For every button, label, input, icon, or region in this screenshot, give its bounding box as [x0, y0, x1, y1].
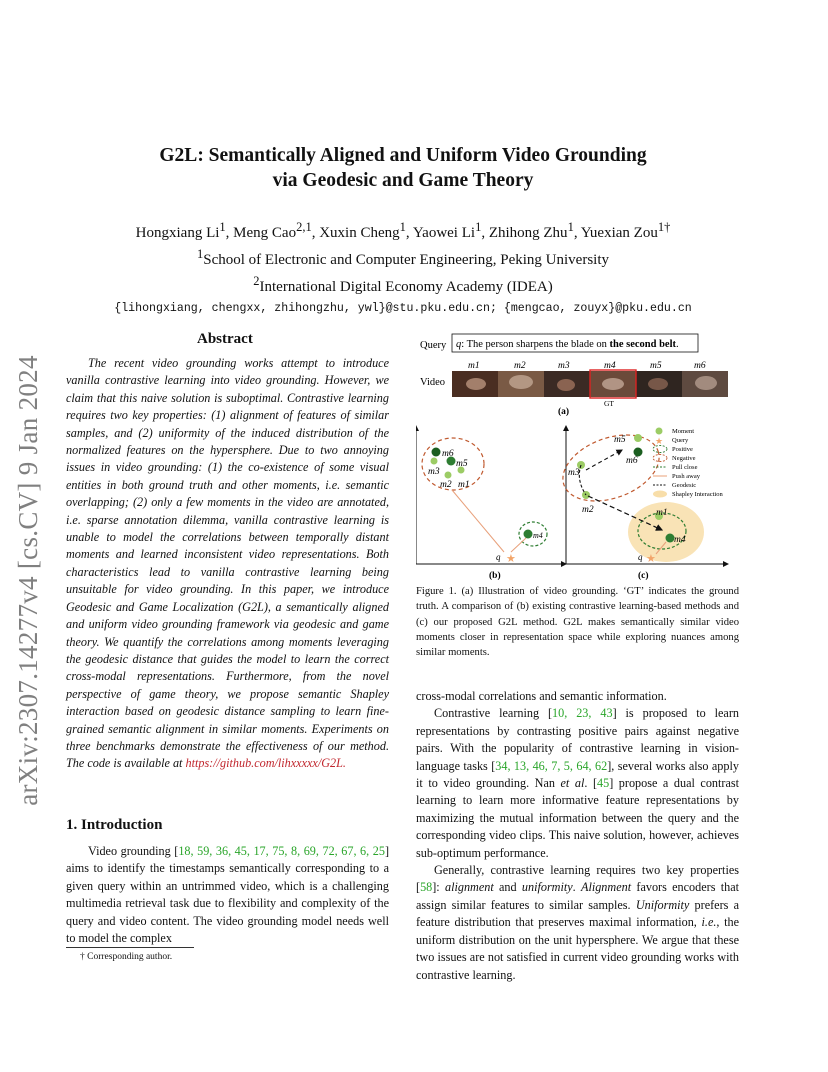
moment-label: m2 — [582, 505, 594, 515]
legend-item: Pull close — [672, 464, 698, 471]
moment-label: m1 — [468, 361, 480, 371]
author-affil: 1 — [475, 220, 482, 234]
moment-point — [431, 458, 438, 465]
moment-label: m3 — [568, 468, 580, 478]
citation-link[interactable]: 18, 59, 36, 45, 17, 75, 8, 69, 72, 67, 6, 25 — [178, 844, 385, 858]
figure-svg — [416, 330, 746, 580]
moment-label: m3 — [428, 467, 440, 477]
push-line — [452, 490, 504, 552]
moment-label: m1 — [458, 480, 470, 490]
right-column-text — [416, 688, 739, 984]
author: Yaowei Li — [412, 225, 476, 241]
abstract — [66, 355, 389, 773]
figure-caption: Figure 1. (a) Illustration of video grounding. ‘GT’ indicates the ground truth. A comparison of (b) existing contrastive learning-based methods and (c) our proposed G2L method. G2L makes semantically similar video moments closer in representation space while exploring nuances among similar moments. — [416, 586, 739, 659]
author-list: Hongxiang Li$^1$, Meng Cao$^{2,1}$, Xuxin Cheng$^1$, Yaowei Li$^1$, Zhihong Zhu$^1$, Yuexian Zou$^{1\dagger}$ — [135, 220, 671, 241]
author-affil: 1 — [399, 220, 406, 234]
title-line-1: G2L: Semantically Aligned and Uniform Video Grounding — [159, 145, 647, 166]
legend-item: Shapley Interaction — [672, 491, 723, 498]
paragraph: Contrastive learning [10, 23, 43] is proposed to learn representations by contrasting positive pairs against negative pairs. With the popularity of contrastive learning in vision-language tasks [34, 13, 46, 7, 5, 64, 62], several works also apply it to video grounding. Nan et al. [45] propose a dual contrast learning to learn more informative feature representations by maximizing the mutual information between the query and the corresponding video clips. This naive solution, however, achieves sub-optimum performance. — [416, 706, 739, 860]
moment-label: m6 — [626, 456, 638, 466]
moment-label: m5 — [456, 459, 468, 469]
moment-label: m4 — [604, 361, 616, 371]
arxiv-id: arXiv:2307.14277v4 [cs.CV] 9 Jan 2024 — [12, 354, 43, 806]
paragraph: Generally, contrastive learning requires two key properties [58]: alignment and uniformity. Alignment favors encoders that assign similar features to similar samples. Uniformity prefers a feature distribution that preserves maximal information, i.e., the uniform distribution on the unit hypersphere. We argue that these two issues are not satisfied in current video grounding works with contrastive learning. — [416, 863, 740, 982]
author: Meng Cao — [233, 225, 297, 241]
gt-label: GT — [604, 399, 614, 408]
citation-link[interactable]: 10, 23, 43 — [552, 706, 613, 721]
query-star: ★ — [646, 553, 656, 565]
author-affil: 1 — [219, 220, 226, 234]
moment-label: m3 — [558, 361, 570, 371]
author-affil: 1† — [657, 220, 671, 234]
moment-label: m6 — [442, 449, 454, 459]
moment-label: m2 — [514, 361, 526, 371]
moment-label: m4 — [674, 535, 686, 545]
legend-item: Negative — [672, 455, 696, 462]
legend-item: Push away — [672, 473, 700, 480]
query-sentence: q: The person sharpens the blade on the second belt. — [456, 339, 679, 350]
push-arrow — [586, 450, 622, 470]
legend-item: Geodesic — [672, 482, 697, 489]
intro-paragraph — [66, 843, 389, 947]
citation-link[interactable]: 58 — [420, 880, 433, 895]
section-heading: 1. Introduction — [66, 817, 163, 833]
affil-text: International Digital Economy Academy (IDEA) — [259, 279, 553, 295]
intro-text: Video grounding [ — [88, 844, 179, 858]
moment-point — [634, 434, 642, 442]
q-label: q — [496, 552, 501, 562]
title-line-2: via Geodesic and Game Theory — [272, 170, 534, 191]
footnote: † Corresponding author. — [80, 952, 173, 962]
moment-point — [445, 472, 452, 479]
paper-title — [100, 143, 706, 193]
intro-text: ] aims to identify the timestamps semantically corresponding to a given query within an untrimmed video, which is a challenging multimedia retrieval task due to flexibility and complexity of the query and video content. The video grounding model needs well to model the complex — [66, 844, 389, 946]
author-block — [80, 217, 726, 319]
query-star: ★ — [506, 553, 516, 565]
paragraph: cross-modal correlations and semantic information. — [416, 689, 667, 703]
citation-link[interactable]: 34, 13, 46, 7, 5, 64, 62 — [495, 758, 608, 773]
moment-label: m4 — [533, 531, 543, 540]
video-label: Video — [420, 377, 446, 388]
affil-text: School of Electronic and Computer Engineering, Peking University — [203, 252, 609, 268]
affiliation-2 — [80, 271, 726, 298]
moment-point — [432, 448, 441, 457]
moment-label: m6 — [694, 361, 706, 371]
figure-1 — [416, 330, 746, 580]
author: Hongxiang Li — [135, 225, 220, 241]
geodesic-path — [579, 465, 586, 495]
moment-label: m2 — [440, 480, 452, 490]
moment-label: m1 — [656, 508, 668, 518]
abstract-heading: Abstract — [197, 331, 253, 347]
moment-point — [524, 530, 533, 539]
panel-a-label: (a) — [558, 407, 570, 417]
author-affil: 2,1 — [296, 220, 312, 234]
legend — [653, 428, 723, 499]
code-link[interactable]: https://github.com/lihxxxxx/G2L. — [185, 756, 346, 771]
panel-b-label: (b) — [489, 571, 501, 580]
video-strip — [452, 370, 728, 398]
author: Zhihong Zhu — [488, 225, 568, 241]
legend-item: Positive — [672, 446, 693, 453]
legend-item: Query — [672, 437, 689, 444]
affil-mark: 1 — [197, 247, 204, 261]
footnote-rule — [66, 947, 194, 948]
emails: {lihongxiang, chengxx, zhihongzhu, ywl}@stu.pku.edu.cn; {mengcao, zouyx}@pku.edu.cn — [114, 302, 692, 315]
affiliation-1 — [80, 244, 726, 271]
svg-text:★: ★ — [655, 436, 664, 446]
abstract-text: The recent video grounding works attempt to introduce vanilla contrastive learning into video grounding. However, we claim that this naive solution is suboptimal. Contrastive learning requires two key properties: (1) alignment of features of similar samples, and (2) uniformity of the induced distribution of the normalized features on the hypersphere. Due to two annoying issues in video grounding: (1) the co-existence of some visual entities in both ground truth and other moments, i.e. semantic overlapping; (2) only a few moments in the video are annotated, i.e. sparse annotation dilemma, vanilla contrastive learning is unable to model the correlations between temporally distant moments and learned inconsistent video representations. Both characteristics lead to vanilla contrastive learning being unsuitable for video grounding. In this paper, we introduce Geodesic and Game Localization (G2L), a semantically aligned and uniform video grounding framework via geodesic and game theory. We quantify the correlations among moments leveraging the geodesic distance that guides the model to learn the correct cross-modal representations. Furthermore, from the novel perspective of game theory, we propose semantic Shapley interaction based on geodesic distance sampling to learn fine-grained semantic alignment in similar moments. Experiments on three benchmarks demonstrate the effectiveness of our method. The code is available at — [66, 356, 389, 771]
panel-c-label: (c) — [638, 571, 649, 580]
citation-link[interactable]: 45 — [597, 776, 610, 791]
arxiv-stamp — [0, 300, 56, 860]
author: Xuxin Cheng — [319, 225, 400, 241]
query-label: Query — [420, 340, 447, 351]
moment-label: m5 — [614, 435, 626, 445]
legend-item: Moment — [672, 428, 695, 435]
q-label: q — [638, 552, 643, 562]
affil-mark: 2 — [253, 274, 260, 288]
pull-line — [511, 538, 526, 552]
author-affil: 1 — [567, 220, 574, 234]
moment-label: m5 — [650, 361, 662, 371]
author: Yuexian Zou — [580, 225, 658, 241]
